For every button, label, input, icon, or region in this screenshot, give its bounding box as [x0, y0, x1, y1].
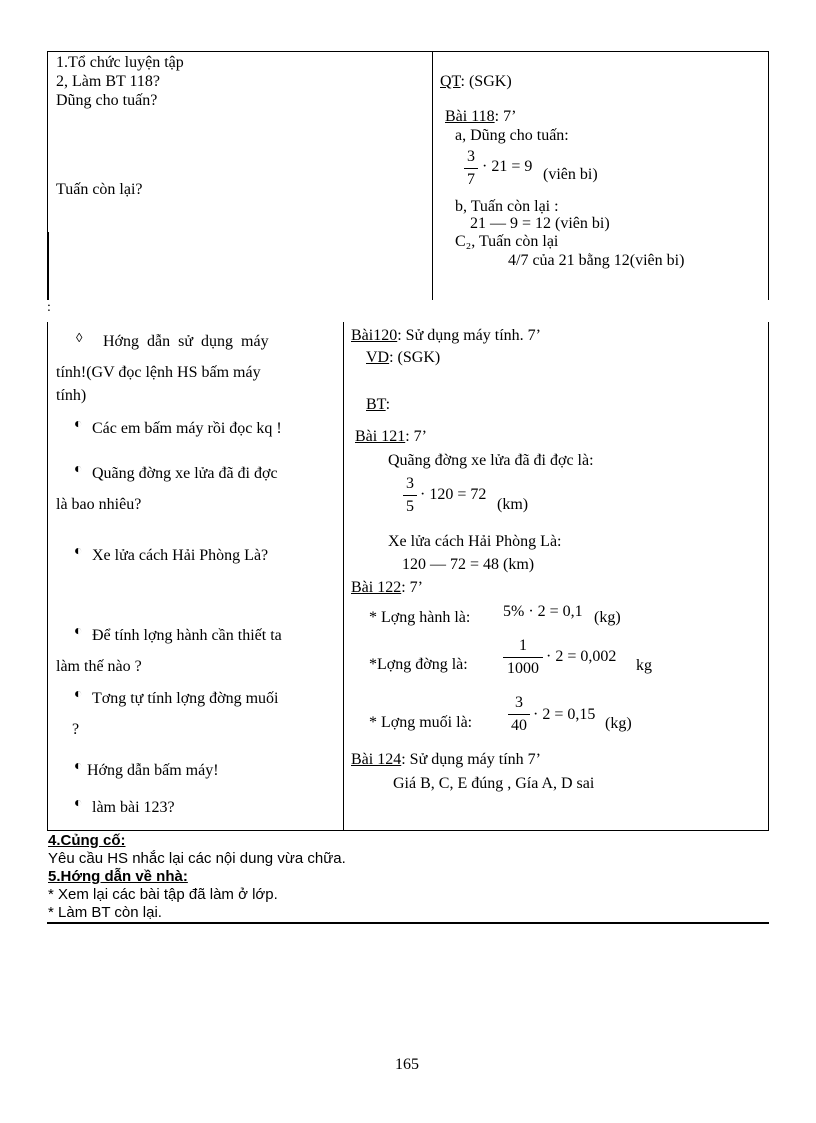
fraction-denominator: 7	[467, 171, 475, 188]
bt-rest: :	[385, 396, 391, 413]
bai124-heading	[351, 751, 541, 769]
bai118-b-eq: 21 — 9 = 12 (viên bi)	[470, 215, 610, 232]
qt-line	[440, 73, 512, 91]
colon-mark: :	[47, 300, 51, 315]
xe-lua-line: Xe lửa cách Hải Phòng Là:	[388, 533, 562, 550]
qt-label: QT	[440, 73, 461, 90]
dong-label: *Lợng đờng là:	[369, 656, 468, 673]
question-7: làm bài 123?	[92, 799, 175, 816]
bai120-label: Bài120	[351, 327, 398, 344]
page-number: 165	[395, 1056, 419, 1073]
fraction-numerator: 1	[519, 637, 527, 654]
bullet-icon: ◐	[74, 417, 83, 432]
qt-rest: : (SGK)	[460, 73, 512, 90]
huong-dan-label: 5.Hớng dẫn về nhà:	[48, 868, 188, 885]
guide-intro-3: tính)	[56, 387, 87, 404]
bai118-c2-eq: 4/7 của 21 bằng 12(viên bi)	[508, 252, 685, 269]
huong-dan-heading	[48, 868, 188, 885]
bottom-rule	[47, 922, 769, 924]
bai118-rest: : 7’	[494, 108, 517, 125]
fraction-bar	[508, 714, 530, 715]
bai121-heading	[355, 428, 427, 446]
bt-label: BT	[366, 396, 386, 413]
bai118-heading	[445, 108, 516, 126]
homework-item-1: * Xem lại các bài tập đã làm ở lớp.	[48, 886, 278, 903]
bai121-question: Quãng đờng xe lửa đã đi đợc là:	[388, 452, 594, 469]
bullet-icon: ◐	[74, 687, 83, 702]
bt-line	[366, 396, 390, 414]
bullet-icon: ◐	[74, 759, 83, 774]
question-5a: Tơng tự tính lợng đờng muối	[92, 690, 279, 707]
fraction-numerator: 3	[515, 694, 523, 711]
question-2a: Quãng đờng xe lửa đã đi đợc	[92, 465, 278, 482]
fraction-numerator: 3	[467, 148, 475, 165]
bai121-rest: : 7’	[405, 428, 427, 445]
bullet-icon: ◐	[74, 796, 83, 811]
dong-unit: kg	[636, 657, 652, 674]
bai118-eq1: · 21 = 9	[482, 158, 533, 175]
mid-table-divider	[343, 322, 344, 830]
bai118-b-line: b, Tuấn còn lại :	[455, 198, 559, 215]
bullet-icon: ◐	[74, 544, 83, 559]
fraction-denominator: 1000	[507, 660, 539, 677]
muoi-eq: · 2 = 0,15	[533, 706, 596, 723]
top-left-line4: Tuấn còn lại?	[56, 181, 143, 198]
question-2b: là bao nhiêu?	[56, 496, 142, 513]
fraction-bar	[503, 657, 543, 658]
bai122-label: Bài 122	[351, 579, 402, 596]
bai121-label: Bài 121	[355, 428, 406, 445]
bai121-eq: · 120 = 72	[420, 486, 487, 503]
muoi-label: * Lợng muối là:	[369, 714, 473, 731]
bai118-c2-line: C₂, Tuấn còn lại	[455, 233, 559, 250]
fraction-denominator: 40	[511, 717, 527, 734]
bai118-a-line: a, Dũng cho tuấn:	[455, 127, 569, 144]
hanh-unit: (kg)	[594, 609, 621, 626]
cung-co-text: Yêu cầu HS nhắc lại các nội dung vừa chữa.	[48, 850, 346, 867]
hanh-label: * Lợng hành là:	[369, 609, 471, 626]
fraction-3-7	[464, 148, 478, 189]
muoi-unit: (kg)	[605, 715, 632, 732]
guide-intro-2: tính!(GV đọc lệnh HS bấm máy	[56, 364, 261, 381]
bai118-eq1-unit: (viên bi)	[543, 166, 598, 183]
fraction-1-1000	[503, 637, 543, 678]
xe-lua-eq: 120 — 72 = 48 (km)	[402, 556, 535, 573]
fraction-numerator: 3	[406, 475, 414, 492]
bai124-answer: Giá B, C, E đúng , Gía A, D sai	[393, 775, 595, 792]
bai124-label: Bài 124	[351, 751, 402, 768]
vd-label: VD	[366, 349, 390, 366]
mid-table-right-border	[768, 322, 769, 830]
fraction-3-40	[508, 694, 530, 735]
hanh-eq: 5% · 2 = 0,1	[503, 603, 583, 620]
cung-co-label: 4.Củng cố:	[48, 832, 126, 849]
question-3: Xe lửa cách Hải Phòng Là?	[92, 547, 269, 564]
bai124-rest: : Sử dụng máy tính 7’	[401, 751, 541, 768]
cung-co-heading	[48, 832, 126, 849]
top-left-line2: 2, Làm BT 118?	[56, 73, 160, 90]
top-table-top-border	[47, 51, 769, 52]
left-margin-mark	[47, 232, 49, 300]
fraction-bar	[403, 495, 417, 496]
top-left-line3: Dũng cho tuấn?	[56, 92, 158, 109]
guide-intro-1: Hớng dẫn sử dụng máy	[103, 333, 269, 350]
homework-item-2: * Làm BT còn lại.	[48, 904, 162, 921]
vd-line	[366, 349, 440, 367]
bai118-label: Bài 118	[445, 108, 495, 125]
question-1: Các em bấm máy rồi đọc kq !	[92, 420, 282, 437]
top-table-divider	[432, 51, 433, 300]
bai120-heading	[351, 327, 541, 345]
top-table-right-border	[768, 51, 769, 300]
vd-rest: : (SGK)	[389, 349, 441, 366]
bai122-heading	[351, 579, 423, 597]
diamond-icon: ◊	[76, 330, 83, 345]
bai120-rest: : Sử dụng máy tính. 7’	[397, 327, 541, 344]
mid-table-left-border	[47, 322, 48, 830]
top-left-line1: 1.Tổ chức luyện tập	[56, 54, 184, 71]
bai121-eq-unit: (km)	[497, 496, 529, 513]
fraction-denominator: 5	[406, 498, 414, 515]
question-6: Hớng dẫn bấm máy!	[87, 762, 219, 779]
fraction-bar	[464, 168, 478, 169]
fraction-3-5	[403, 475, 417, 516]
mid-table-bottom-border	[47, 830, 769, 831]
dong-eq: · 2 = 0,002	[546, 648, 617, 665]
bai122-rest: : 7’	[401, 579, 423, 596]
question-5b: ?	[72, 721, 80, 738]
bullet-icon: ◐	[74, 624, 83, 639]
bullet-icon: ◐	[74, 462, 83, 477]
question-4a: Để tính lợng hành cần thiết ta	[92, 627, 282, 644]
question-4b: làm thế nào ?	[56, 658, 142, 675]
